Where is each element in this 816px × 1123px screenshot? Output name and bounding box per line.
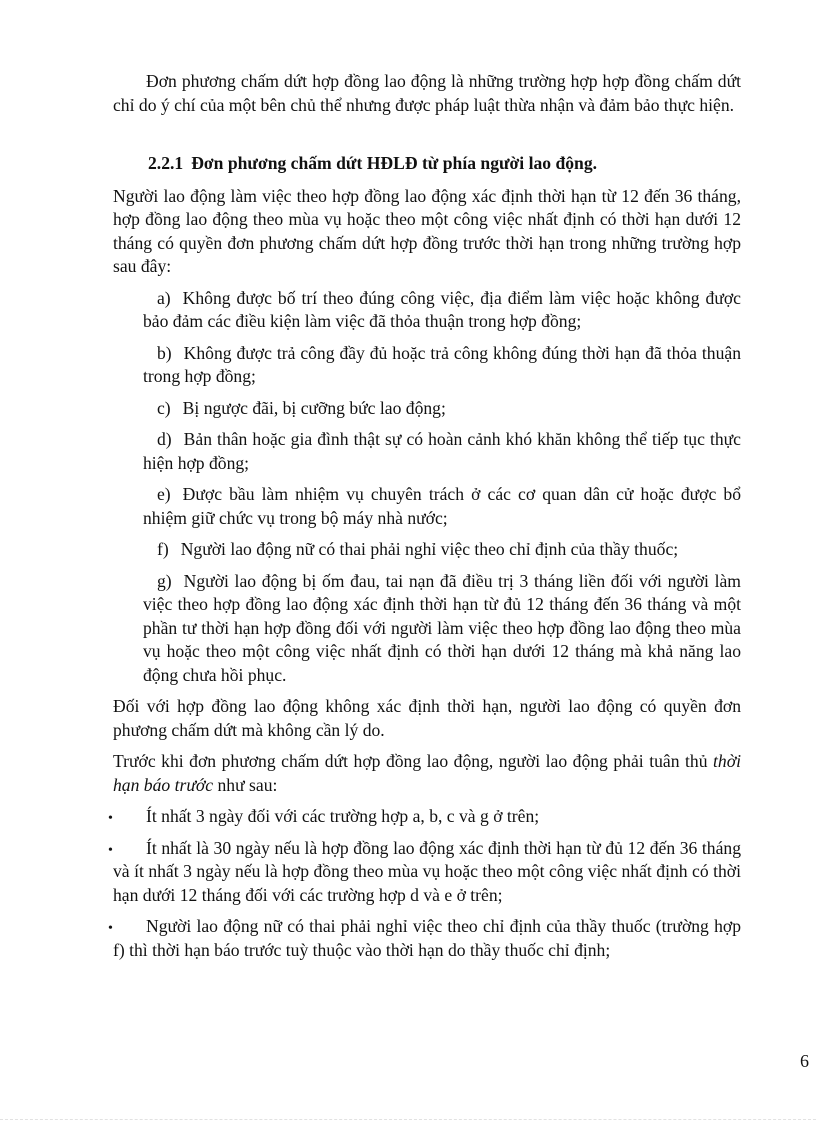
bullet-text: Ít nhất là 30 ngày nếu là hợp đồng lao động xác định thời hạn từ đủ 12 đến 36 tháng và ít nhất 3 ngày nếu là hợp đồng theo mùa vụ hoặc theo một công việc nhất định có thời hạn dưới 12 tháng đối với các trường hợp d và e ở trên;	[113, 837, 741, 905]
bullet-item-2: • Ít nhất là 30 ngày nếu là hợp đồng lao động xác định thời hạn từ đủ 12 đến 36 tháng và ít nhất 3 ngày nếu là hợp đồng theo mùa vụ hoặc theo một công việc nhất định có thời hạn dưới 12 tháng đối với các trường hợp d và e ở trên;	[108, 837, 741, 905]
list-marker: e)	[157, 484, 171, 504]
list-item-text: Được bầu làm nhiệm vụ chuyên trách ở các cơ quan dân cử hoặc được bổ nhiệm giữ chức vụ trong bộ máy nhà nước;	[143, 484, 741, 528]
list-item-f	[113, 538, 741, 562]
bullet-item-3: • Người lao động nữ có thai phải nghỉ việc theo chỉ định của thầy thuốc (trường hợp f) thì thời hạn báo trước tuỳ thuộc vào thời hạn do thầy thuốc chỉ định;	[108, 916, 741, 960]
section-heading	[113, 152, 741, 176]
list-item-e	[113, 483, 741, 530]
section-number: 2.2.1	[148, 153, 184, 173]
list-marker: c)	[157, 397, 171, 418]
page-number: 6	[800, 1051, 809, 1071]
list-item-c	[113, 397, 741, 421]
list-item-a	[113, 287, 741, 334]
notice-text-before: Trước khi đơn phương chấm dứt hợp đồng lao động, người lao động phải tuân thủ	[113, 751, 714, 771]
list-item-text: Người lao động bị ốm đau, tai nạn đã điều trị 3 tháng liền đối với người làm việc theo hợp đồng lao động xác định thời hạn từ đủ 12 tháng đến 36 tháng và một phần tư thời hạn hợp đồng đối với người làm việc theo hợp đồng lao động theo mùa vụ hoặc theo một công việc nhất định có thời hạn dưới 12 tháng mà khả năng lao động chưa hồi phục.	[143, 570, 741, 685]
intro-paragraph: Đơn phương chấm dứt hợp đồng lao động là những trường hợp hợp đồng chấm dứt chỉ do ý chí của một bên chủ thể nhưng được pháp luật thừa nhận và đảm bảo thực hiện.	[113, 71, 741, 115]
list-marker: f)	[157, 539, 169, 559]
list-item-g	[113, 570, 741, 688]
list-item-text: Không được bố trí theo đúng công việc, địa điểm làm việc hoặc không được bảo đảm các điều kiện làm việc đã thỏa thuận trong hợp đồng;	[143, 287, 741, 331]
bullet-text: Ít nhất 3 ngày đối với các trường hợp a, b, c và g ở trên;	[146, 806, 540, 826]
notice-term: thời hạn báo trước	[113, 751, 741, 795]
indefinite-contract-paragraph: Đối với hợp đồng lao động không xác định thời hạn, người lao động có quyền đơn phương chấm dứt mà không cần lý do.	[113, 696, 741, 740]
notice-text-after: như sau:	[213, 774, 278, 795]
list-item-text: Bản thân hoặc gia đình thật sự có hoàn cảnh khó khăn không thể tiếp tục thực hiện hợp đồng;	[143, 429, 741, 473]
list-item-text: Người lao động nữ có thai phải nghỉ việc theo chỉ định của thầy thuốc;	[180, 539, 679, 559]
list-marker: a)	[157, 287, 171, 308]
lead-paragraph: Người lao động làm việc theo hợp đồng lao động xác định thời hạn từ 12 đến 36 tháng, hợp đồng lao động theo mùa vụ hoặc theo một công việc nhất định có thời hạn dưới 12 tháng có quyền đơn phương chấm dứt hợp đồng trước thời hạn trong những trường hợp sau đây:	[113, 185, 741, 276]
list-item-text: Bị ngược đãi, bị cưỡng bức lao động;	[182, 397, 446, 418]
list-item-d	[113, 428, 741, 475]
bullet-item-1: • Ít nhất 3 ngày đối với các trường hợp a, b, c và g ở trên;	[108, 806, 540, 826]
section-title: Đơn phương chấm dứt HĐLĐ từ phía người lao động.	[191, 153, 598, 173]
list-item-text: Không được trả công đầy đủ hoặc trả công không đúng thời hạn đã thỏa thuận trong hợp đồng;	[143, 342, 741, 386]
page-body	[108, 70, 741, 970]
page-bottom-divider	[0, 1119, 816, 1120]
list-marker: b)	[157, 342, 172, 363]
list-item-b	[113, 342, 741, 389]
list-marker: g)	[157, 570, 172, 591]
list-marker: d)	[157, 429, 172, 449]
bullet-text: Người lao động nữ có thai phải nghỉ việc theo chỉ định của thầy thuốc (trường hợp f) thì thời hạn báo trước tuỳ thuộc vào thời hạn do thầy thuốc chỉ định;	[113, 916, 741, 960]
notice-paragraph	[113, 750, 741, 797]
